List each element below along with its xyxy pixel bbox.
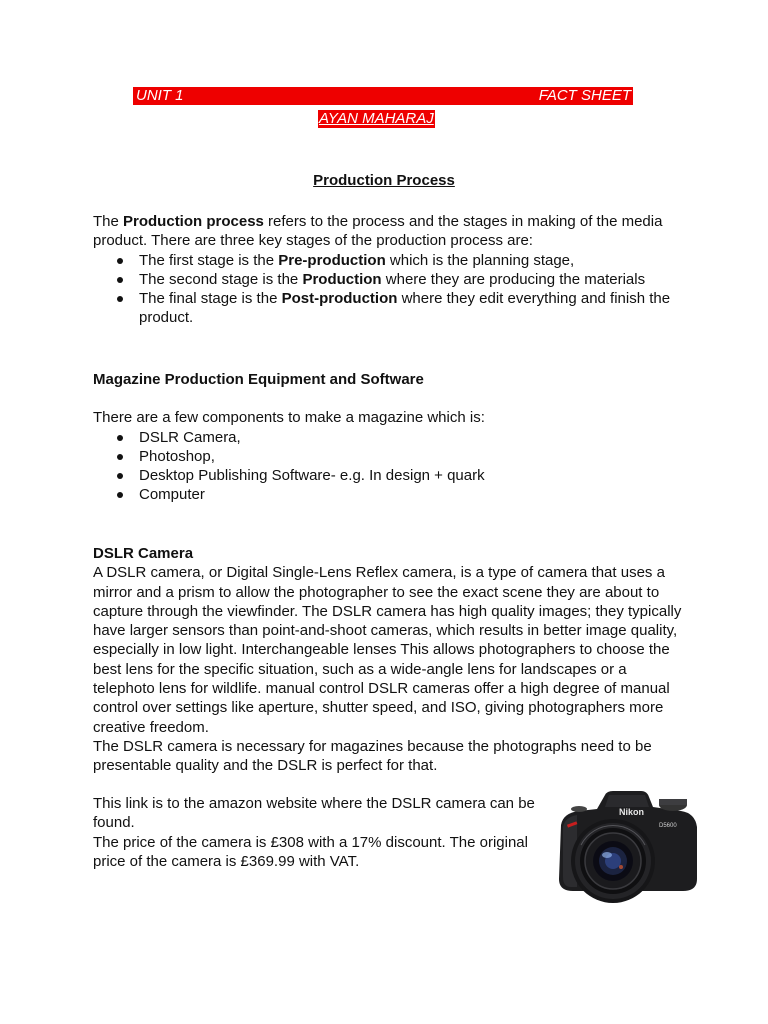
price-text: The price of the camera is £308 with a 17% discount. The original price of the camera is £369.99 with VAT. — [93, 833, 528, 870]
bullet-icon — [117, 473, 123, 479]
stage-text: where they edit everything and finish the product. — [139, 290, 671, 327]
item-text: DSLR Camera, — [139, 428, 241, 446]
stage-name: Post-production — [281, 290, 398, 308]
bullet-icon — [117, 454, 123, 460]
camera-image — [553, 783, 701, 913]
bullet-icon — [117, 296, 123, 302]
list-item — [93, 428, 683, 447]
fact-sheet-label: FACT SHEET — [538, 87, 631, 104]
dslr-necessity: The DSLR camera is necessary for magazines because the photographs need to be presentable quality and the DSLR is perfect for that. — [93, 737, 652, 775]
intro-paragraph — [93, 212, 683, 251]
intro-text-start: The — [93, 213, 124, 230]
bullet-icon — [117, 492, 123, 498]
bullet-icon — [117, 258, 123, 264]
stage-text: The final stage is the — [139, 290, 282, 308]
list-item — [93, 466, 683, 485]
intro-text-bold: Production process — [123, 213, 264, 230]
list-item — [93, 251, 683, 270]
amazon-link-text: This link is to the amazon website where the DSLR camera can be found. — [93, 795, 535, 832]
list-item — [93, 485, 683, 504]
author-name: AYAN MAHARAJ — [319, 110, 434, 127]
model-label-text: D5600 — [659, 823, 677, 829]
stage-text: which is the planning stage, — [385, 251, 575, 269]
bullet-icon — [117, 277, 123, 283]
list-item — [93, 447, 683, 466]
dslr-description: A DSLR camera, or Digital Single-Lens Reflex camera, is a type of camera that uses a mirror and a prism to allow the photographer to see the exact scene they are about to capture through the viewfinder. The DSLR camera has high quality images; they typically have larger sensors than point-and-shoot cameras, which results in better image quality, especially in low light. Interchangeable lenses This allows photographers to choose the best lens for the specific situation, such as a wide-angle lens for landscapes or a telephoto lens for wildlife. manual control DSLR cameras offer a high degree of manual control over settings like aperture, shutter speed, and ISO, giving photographers more creative freedom. — [93, 564, 682, 736]
stages-list — [93, 251, 683, 328]
brand-logo-text: Nikon — [619, 807, 645, 817]
purchase-section — [93, 794, 545, 871]
list-item — [93, 270, 683, 289]
stage-text: where they are producing the materials — [381, 270, 646, 288]
intro-section — [93, 212, 683, 328]
page-title: Production Process — [313, 172, 455, 189]
item-text: Computer — [139, 486, 205, 504]
header-banner — [133, 87, 633, 105]
stage-text: The second stage is the — [139, 270, 303, 288]
section-heading: Magazine Production Equipment and Software — [93, 371, 424, 388]
stage-text: The first stage is the — [139, 251, 279, 269]
stage-name: Pre-production — [278, 251, 386, 269]
unit-label: UNIT 1 — [136, 87, 184, 104]
bullet-icon — [117, 435, 123, 441]
item-text: Photoshop, — [139, 447, 215, 465]
equipment-list — [93, 428, 683, 505]
item-text: Desktop Publishing Software- e.g. In design + quark — [139, 467, 485, 485]
equipment-section — [93, 370, 683, 505]
section-heading: DSLR Camera — [93, 545, 194, 562]
equipment-intro: There are a few components to make a magazine which is: — [93, 409, 485, 427]
intro-text-end: refers to the process and the stages in making of the media product. There are three key stages of the production process are: — [93, 213, 663, 250]
list-item — [93, 289, 683, 328]
dslr-section — [93, 544, 683, 776]
stage-name: Production — [302, 270, 382, 288]
